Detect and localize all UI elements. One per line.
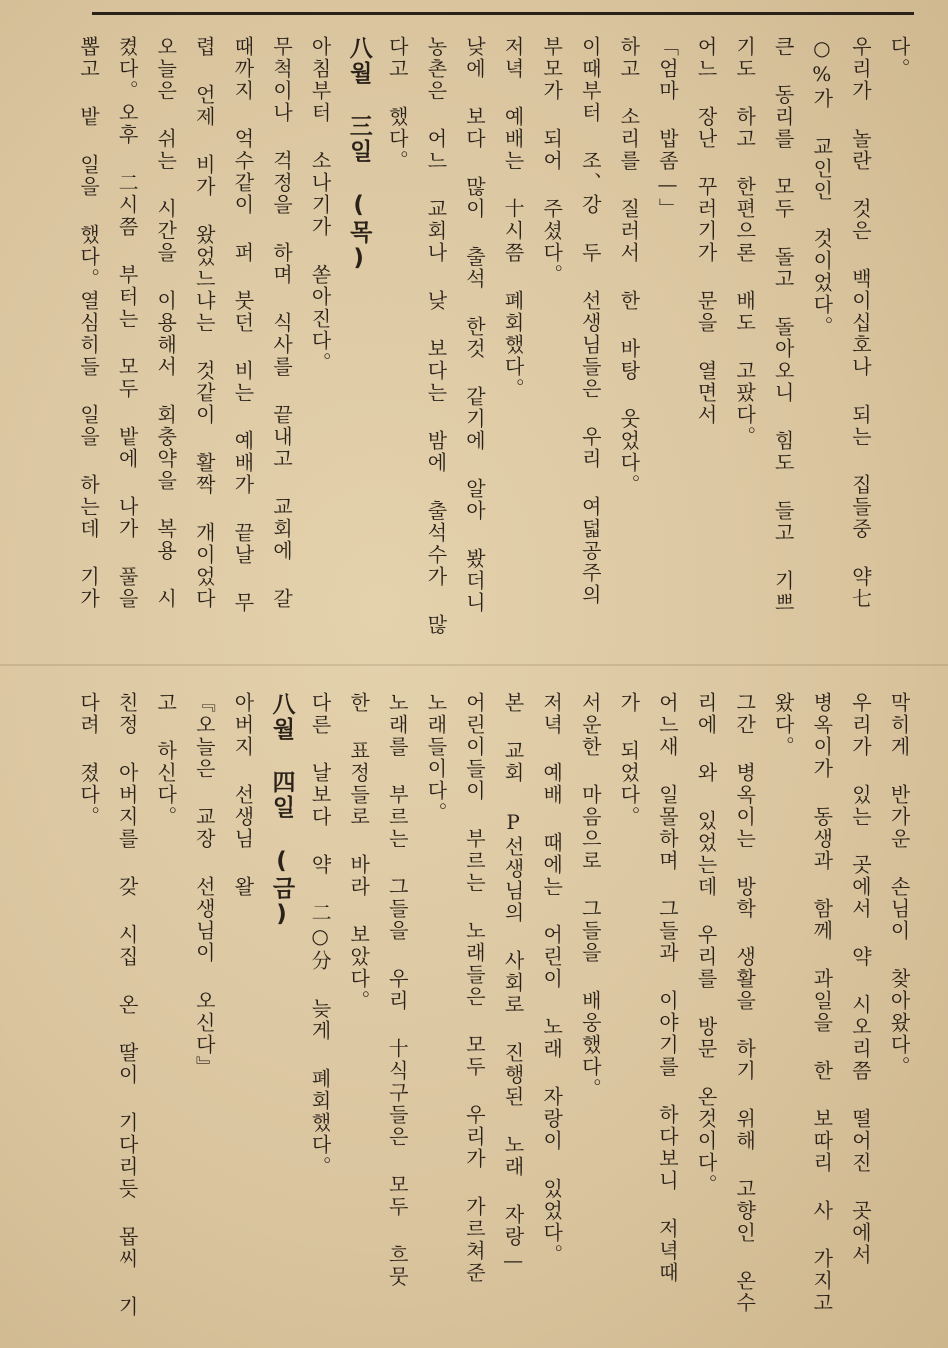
top-rule bbox=[92, 12, 914, 15]
text-column: 다른 날보다 약 二○分 늦게 폐회했다。 bbox=[308, 692, 333, 1178]
text-column: 저녁 예배 때에는 어린이 노래 자랑이 있었다。 bbox=[539, 692, 564, 1266]
text-column: 「엄마 밥좀—」 bbox=[655, 36, 680, 220]
text-column: 그간 병옥이는 방학 생활을 하기 위해 고향인 온수 bbox=[732, 692, 757, 1314]
text-column: 서운한 마음으로 그들을 배웅했다。 bbox=[578, 692, 603, 1100]
text-column: 부모가 되어 주셨다。 bbox=[539, 36, 564, 286]
text-column: 친정 아버지를 갖 시집 온 딸이 기다리듯 몹씨 기 bbox=[115, 692, 140, 1318]
text-column: 막히게 반가운 손님이 찾아왔다。 bbox=[887, 692, 911, 1078]
text-column: 기도 하고 한편으론 배도 고팠다。 bbox=[732, 36, 757, 448]
text-column: 무척이나 걱정을 하며 식사를 끝내고 교회에 갈 bbox=[269, 36, 294, 610]
text-column: 낮에 보다 많이 출석 한것 같기에 알아 봤더니 bbox=[462, 36, 487, 614]
text-column: 하고 소리를 질러서 한 바탕 웃었다。 bbox=[616, 36, 641, 496]
text-column: 렵 언제 비가 왔었느냐는 것같이 활짝 개이었다 bbox=[192, 36, 217, 610]
text-column: 어린이들이 부르는 노래들은 모두 우리가 가르쳐준 bbox=[462, 692, 487, 1284]
text-column: 때까지 억수같이 퍼 붓던 비는 예배가 끝날 무 bbox=[230, 36, 255, 614]
text-column: 이때부터 조、강 두 선생님들은 우리 여덟공주의 bbox=[578, 36, 603, 606]
date-heading: 八월 四일 (금) bbox=[268, 692, 295, 929]
text-column: 병옥이가 동생과 함께 과일을 한 보따리 사 가지고 bbox=[809, 692, 834, 1314]
text-column: 한 표정들로 바라 보았다。 bbox=[346, 692, 371, 1012]
text-column: 노래를 부르는 그들을 우리 十식구들은 모두 흐뭇 bbox=[385, 692, 410, 1288]
text-column: 다。 bbox=[887, 36, 911, 80]
text-column: 왔다。 bbox=[771, 692, 796, 758]
lower-text-block bbox=[69, 692, 918, 1332]
text-column: 『오늘은 교장 선생님이 오신다』 bbox=[192, 692, 217, 1078]
text-column: 노래들이다。 bbox=[423, 692, 448, 824]
text-column: 농촌은 어느 교회나 낮 보다는 밤에 출석수가 많 bbox=[423, 36, 448, 636]
text-column: 가 되었다。 bbox=[616, 692, 641, 828]
text-column: 우리가 놀란 것은 백이십호나 되는 집들중 약七 bbox=[848, 36, 873, 610]
text-column: 어느 장난 꾸러기가 문을 열면서 bbox=[694, 36, 719, 426]
text-column: 어느새 일몰하며 그들과 이야기를 하다보니 저녁때 bbox=[655, 692, 680, 1284]
text-column: 본 교회 P선생님의 사회로 진행된 노래 자랑— bbox=[501, 692, 526, 1274]
text-column: 다려 졌다。 bbox=[76, 692, 101, 828]
text-column: 오늘은 쉬는 시간을 이용해서 회충약을 복용 시 bbox=[153, 36, 178, 610]
page-fold bbox=[0, 664, 948, 666]
text-column: 다고 했다。 bbox=[385, 36, 410, 172]
text-column: 우리가 있는 곳에서 약 시오리쯤 떨어진 곳에서 bbox=[848, 692, 873, 1266]
text-column: 뽑고 밭 일을 했다。열심히들 일을 하는데 기가 bbox=[76, 36, 101, 610]
text-column: 고 하신다。 bbox=[153, 692, 178, 828]
text-column: 큰 동리를 모두 돌고 돌아오니 힘도 들고 기쁘 bbox=[771, 36, 796, 614]
text-column: 저녁 예배는 十시쯤 폐회했다。 bbox=[501, 36, 526, 400]
text-column: ○%가 교인인 것이었다。 bbox=[809, 36, 834, 338]
upper-text-block bbox=[69, 36, 918, 656]
date-heading: 八월 三일 (목) bbox=[345, 36, 372, 273]
text-column: 아버지 선생님 왈 bbox=[230, 692, 255, 898]
text-column: 아침부터 소나기가 쏟아진다。 bbox=[308, 36, 333, 374]
text-column: 켰다。오후 二시쯤 부터는 모두 밭에 나가 풀을 bbox=[115, 36, 140, 610]
text-column: 리에 와 있었는데 우리를 방문 온것이다。 bbox=[694, 692, 719, 1196]
